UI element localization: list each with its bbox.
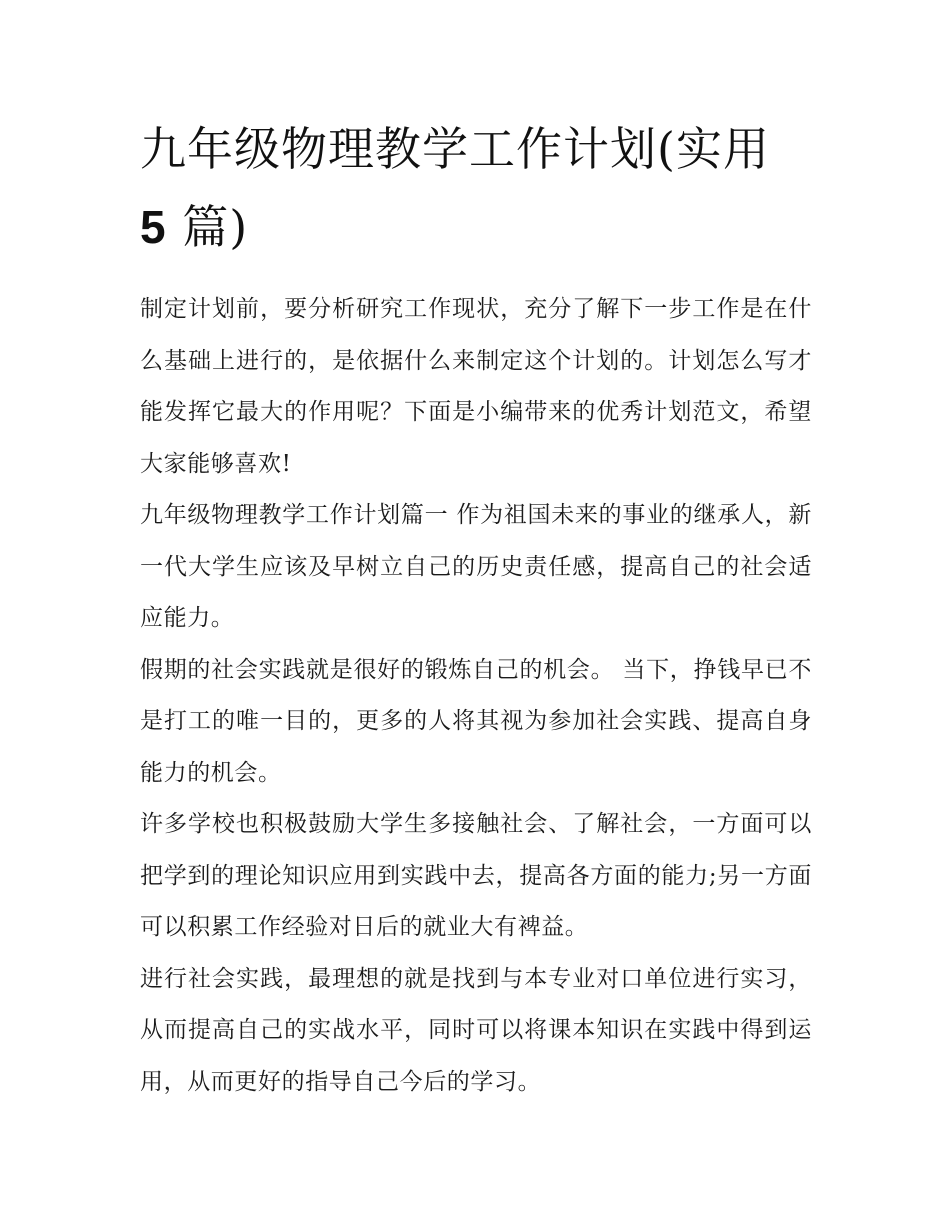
paragraph-1: 九年级物理教学工作计划篇一 作为祖国未来的事业的继承人，新一代大学生应该及早树立自己的历史责任感，提高自己的社会适应能力。 <box>140 502 812 631</box>
document-title <box>140 110 812 266</box>
title-number: 5 <box>140 201 167 253</box>
paragraph-2: 假期的社会实践就是很好的锻炼自己的机会。 当下，挣钱早已不是打工的唯一目的，更多的人将其视为参加社会实践、提高自身能力的机会。 <box>140 656 812 786</box>
title-main: 九年级物理教学工作计划(实用 <box>140 122 770 176</box>
paragraph-4: 进行社会实践，最理想的就是找到与本专业对口单位进行实习，从而提高自己的实战水平，同时可以将课本知识在实践中得到运用，从而更好的指导自己今后的学习。 <box>140 965 812 1095</box>
title-tail: 篇) <box>182 200 249 254</box>
paragraph-3: 许多学校也积极鼓励大学生多接触社会、了解社会，一方面可以把学到的理论知识应用到实践中去，提高各方面的能力;另一方面可以积累工作经验对日后的就业大有裨益。 <box>140 811 812 940</box>
paragraph-intro: 制定计划前，要分析研究工作现状，充分了解下一步工作是在什么基础上进行的，是依据什么来制定这个计划的。计划怎么写才能发挥它最大的作用呢？下面是小编带来的优秀计划范文，希望大家能够喜欢! <box>140 296 812 477</box>
document-body <box>140 110 812 1108</box>
